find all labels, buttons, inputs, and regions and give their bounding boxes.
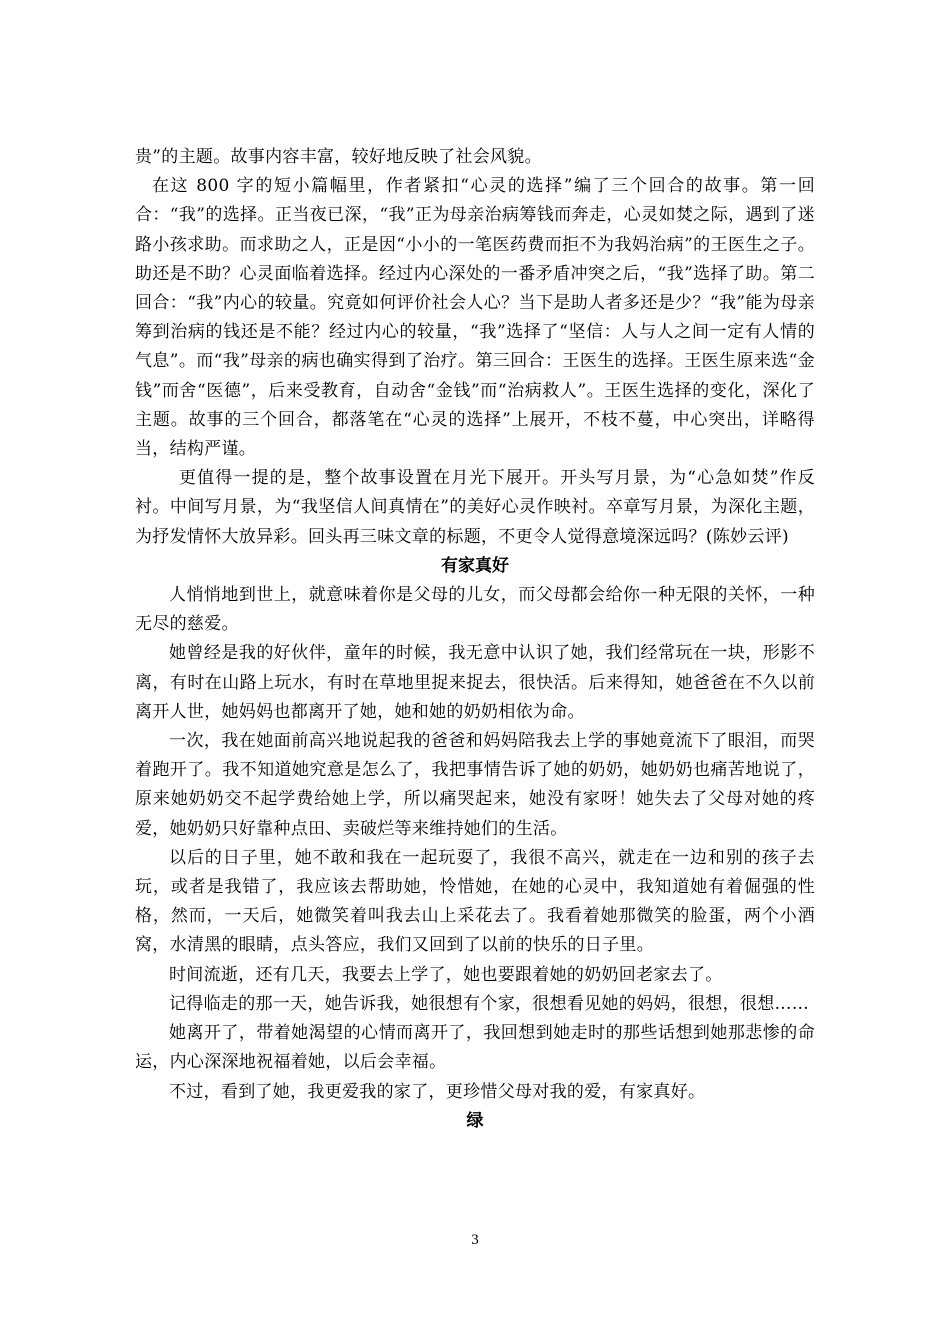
essay-title: 有家真好 [441, 555, 509, 576]
essay-paragraph: 她离开了，带着她渴望的心情而离开了，我回想到她走时的那些话想到她那悲惨的命运，内心深深地祝福着她，以后会幸福。 [135, 1023, 815, 1073]
next-essay-title: 绿 [466, 1110, 484, 1131]
essay-paragraph: 记得临走的那一天，她告诉我，她很想有个家，很想看见她的妈妈，很想，很想…… [169, 993, 810, 1014]
document-body [135, 143, 815, 1136]
essay-paragraph: 时间流逝，还有几天，我要去上学了，她也要跟着她的奶奶回老家去了。 [169, 964, 723, 985]
page-number: 3 [471, 1232, 479, 1248]
essay-paragraph: 以后的日子里，她不敢和我在一起玩耍了，我很不高兴，就走在一边和别的孩子去玩，或者是我错了，我应该去帮助她，怜惜她，在她的心灵中，我知道她有着倔强的性格，然而，一天后，她微笑着叫我去山上采花去了。我看着她那微笑的脸蛋，两个小酒窝，水清黑的眼睛，点头答应，我们又回到了以前的快乐的日子里。 [135, 847, 815, 956]
review-paragraph: 在这 800 字的短小篇幅里，作者紧扣“心灵的选择”编了三个回合的故事。第一回合：“我”的选择。正当夜已深，“我”正为母亲治病筹钱而奔走，心灵如焚之际，遇到了迷路小孩求助。而求助之人，正是因“小小的一笔医药费而拒不为我妈治病”的王医生之子。助还是不助？心灵面临着选择。经过内心深处的一番矛盾冲突之后，“我”选择了助。第二回合：“我”内心的较量。究竟如何评价社会人心？当下是助人者多还是少？“我”能为母亲筹到治病的钱还是不能？经过内心的较量，“我”选择了“坚信：人与人之间一定有人情的气息”。而“我”母亲的病也确实得到了治疗。第三回合：王医生的选择。王医生原来选“金钱”而舍“医德”，后来受教育，自动舍“金钱”而“治病救人”。王医生选择的变化，深化了主题。故事的三个回合，都落笔在“心灵的选择”上展开，不枝不蔓，中心突出，详略得当，结构严谨。 [135, 176, 815, 460]
essay-paragraph: 一次，我在她面前高兴地说起我的爸爸和妈妈陪我去上学的事她竟流下了眼泪，而哭着跑开了。我不知道她究意是怎么了，我把事情告诉了她的奶奶，她奶奶也痛苦地说了，原来她奶奶交不起学费给她上学，所以痛哭起来，她没有家呀！她失去了父母对她的疼爱，她奶奶只好靠种点田、卖破烂等来维持她们的生活。 [135, 731, 815, 839]
review-paragraph: 贵”的主题。故事内容丰富，较好地反映了社会风貌。 [135, 147, 542, 167]
review-paragraph: 更值得一提的是，整个故事设置在月光下展开。开头写月景，为“心急如焚”作反衬。中间写月景，为“我坚信人间真情在”的美好心灵作映衬。卒章写月景，为深化主题，为抒发情怀大放异彩。回头再三味文章的标题，不更令人觉得意境深远吗？(陈妙云评) [135, 468, 815, 547]
essay-paragraph: 她曾经是我的好伙伴，童年的时候，我无意中认识了她，我们经常玩在一块，形影不离，有时在山路上玩水，有时在草地里捉来捉去，很快活。后来得知，她爸爸在不久以前离开人世，她妈妈也都离开了她，她和她的奶奶相依为命。 [135, 643, 815, 722]
essay-paragraph: 人悄悄地到世上，就意味着你是父母的儿女，而父母都会给你一种无限的关怀，一种无尽的慈爱。 [135, 585, 815, 635]
essay-paragraph: 不过，看到了她，我更爱我的家了，更珍惜父母对我的爱，有家真好。 [169, 1081, 706, 1102]
